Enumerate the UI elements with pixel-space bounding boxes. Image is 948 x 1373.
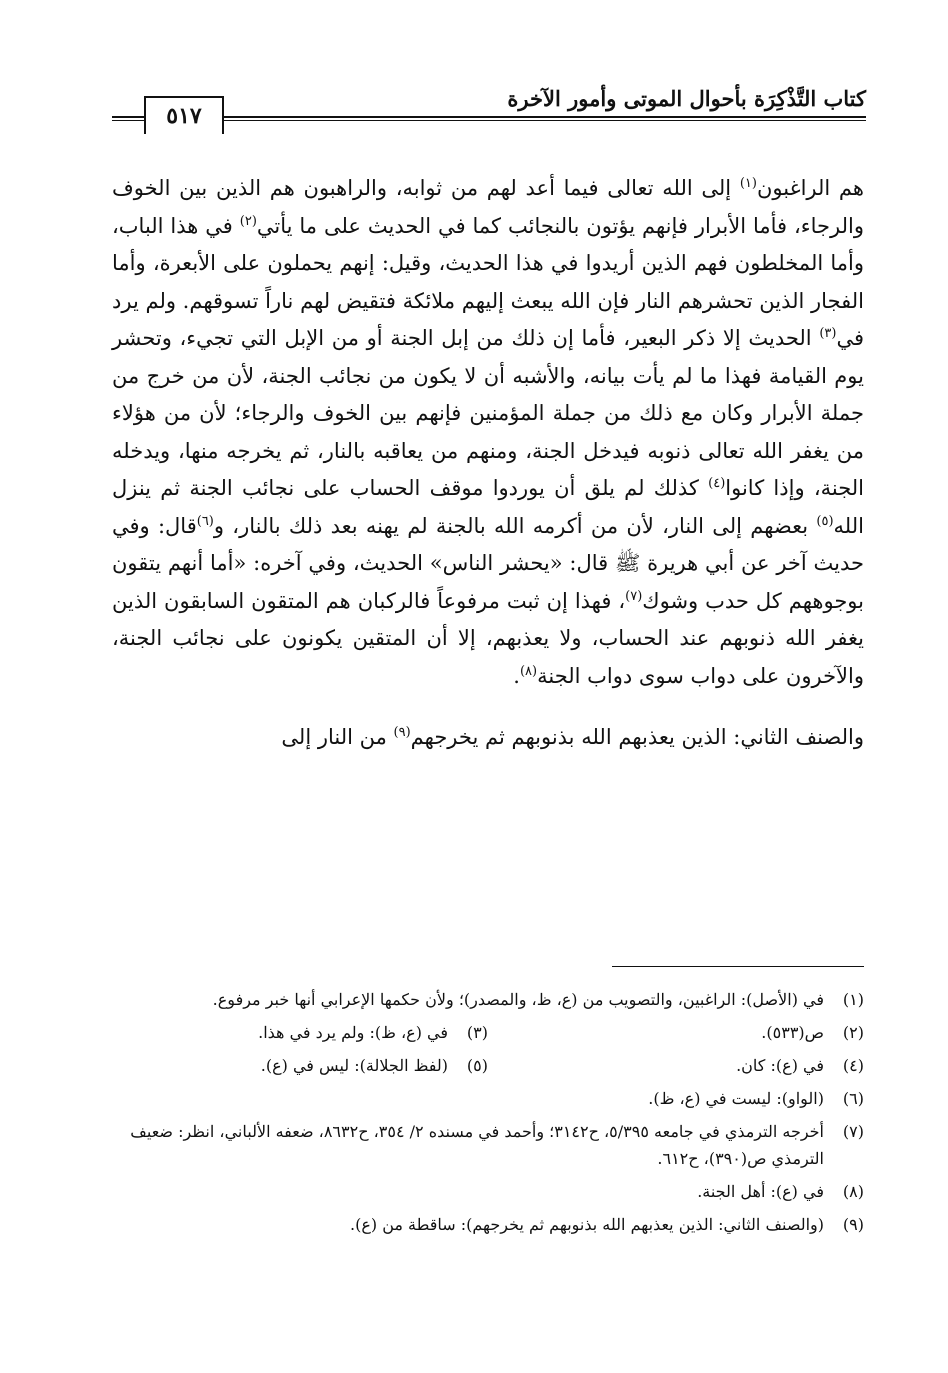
paragraph-2: [112, 719, 864, 757]
footnote-ref: (٥): [816, 513, 834, 529]
footnote-ref: (٣): [819, 326, 837, 341]
footnote-number: (٦): [842, 1089, 864, 1108]
footnote-separator: [612, 966, 864, 967]
footnote-number: (٢): [842, 1023, 864, 1042]
text-run: والصنف الثاني: الذين يعذبهم الله بذنوبهم ثم يخرجهم: [410, 725, 864, 749]
footnote-ref: (٧): [625, 588, 643, 604]
footnotes: [112, 986, 864, 1244]
footnote-4: [488, 1052, 864, 1079]
footnote-text: في (ع): أهل الجنة.: [697, 1182, 824, 1201]
footnote-number: (٣): [466, 1023, 488, 1042]
footnote-text: (لفظ الجلالة): ليس في (ع).: [260, 1056, 448, 1075]
text-run: في هذا الباب، وأما المخلطون فهم الذين أريدوا في هذا الحديث، وقيل: إنهم يحملون على الأبعرة، وأما الفجار الذين تحشرهم النار فإن الله يبعث إليهم ملائكة فتقيض لهم ناراً تسوقهم. ولم يرد في: [112, 213, 864, 350]
footnote-6: [112, 1085, 864, 1112]
footnote-number: (٤): [842, 1056, 864, 1075]
footnote-number: (٨): [842, 1182, 864, 1201]
page-header: [112, 82, 866, 134]
footnote-number: (٧): [842, 1122, 864, 1141]
footnote-7: [112, 1118, 864, 1172]
footnote-5: [112, 1052, 488, 1079]
text-run: إلى الله تعالى فيما أعد لهم من ثوابه، والراهبون هم الذين بين الخوف والرجاء، فأما الأبرار فإنهم يؤتون بالنجائب كما في الحديث على ما يأتي: [112, 176, 865, 238]
header-rule: [112, 116, 866, 121]
running-title: كتاب التَّذْكِرَة بأحوال الموتى وأمور الآخرة: [507, 86, 866, 111]
paragraph-1: [112, 170, 864, 695]
footnote-2: [488, 1019, 864, 1046]
text-run: ، فهذا إن ثبت مرفوعاً فالركبان هم المتقون السابقون الذين يغفر الله ذنوبهم عند الحساب، ولا يعذبهم، إلا أن المتقين يكونون على نجائب الجنة، والآخرون على دواب سوى دواب الجنة: [112, 588, 864, 688]
footnote-ref: (٨): [519, 663, 538, 679]
page-number: ٥١٧: [144, 96, 224, 134]
text-run: .: [513, 663, 520, 688]
text-run: من النار إلى: [281, 725, 394, 749]
footnote-text: ص(٥٣٣).: [761, 1023, 824, 1042]
footnote-1: [112, 986, 864, 1013]
footnote-9: [112, 1211, 864, 1238]
footnote-text: (الواو): ليست في (ع، ظ).: [648, 1089, 824, 1108]
footnote-text: (والصنف الثاني: الذين يعذبهم الله بذنوبهم ثم يخرجهم): ساقطة من (ع).: [349, 1215, 824, 1234]
footnote-text: في (ع، ظ): ولم يرد في هذا.: [258, 1023, 448, 1042]
footnote-number: (٩): [842, 1215, 864, 1234]
text-run: بعضهم إلى النار، لأن من أكرمه الله بالجنة لم يهنه بعد ذلك بالنار، و: [213, 513, 817, 538]
footnote-number: (١): [842, 990, 864, 1009]
main-text: [112, 170, 864, 757]
footnote-text: في (الأصل): الراغبين، والتصويب من (ع، ظ، والمصدر)؛ ولأن حكمها الإعرابي أنها خبر مرفوع.: [212, 990, 824, 1009]
text-run: قال: وفي حديث آخر عن أبي هريرة ﷺ قال: «يحشر الناس» الحديث، وفي آخره: «أما أنهم يتقون بوجوههم كل حدب وشوك: [112, 513, 864, 613]
text-run: كذلك لم يلق أن يوردوا موقف الحساب على نجائب الجنة ثم ينزل الله: [112, 476, 864, 538]
footnote-8: [112, 1178, 864, 1205]
footnote-ref: (٩): [393, 725, 411, 740]
footnote-row: [112, 1019, 864, 1046]
text-run: هم الراغبون: [756, 176, 864, 200]
text-run: الحديث إلا ذكر البعير، فأما إن ذلك من إبل الجنة أو من الإبل التي تجيء، وتحشر يوم القيامة فهذا ما لم يأت بيانه، والأشبه أن لا يكون من نجائب الجنة، لأن من خرج من جملة الأبرار وكان مع ذلك من جملة المؤمنين فإنهم بين الخوف والرجاء؛ لأن من هؤلاء من يغفر الله تعالى ذنوبه فيدخل الجنة، ومنهم من يعاقبه بالنار، ثم يخرجه منها، ويدخله الجنة، وإذا كانوا: [112, 326, 864, 500]
footnote-number: (٥): [466, 1056, 488, 1075]
footnote-text: في (ع): كان.: [736, 1056, 824, 1075]
footnote-ref: (٦): [196, 513, 214, 529]
footnote-row: [112, 1052, 864, 1079]
footnote-ref: (٢): [239, 213, 257, 229]
footnote-text: أخرجه الترمذي في جامعه ٥/٣٩٥، ح٣١٤٢؛ وأحمد في مسنده ٢/ ٣٥٤، ح٨٦٣٢، ضعفه الألباني، انظر: ضعيف الترمذي ص(٣٩٠)، ح٦١٢.: [130, 1122, 824, 1168]
footnote-ref: (٤): [708, 476, 726, 491]
footnote-3: [112, 1019, 488, 1046]
footnote-ref: (١): [739, 176, 757, 191]
